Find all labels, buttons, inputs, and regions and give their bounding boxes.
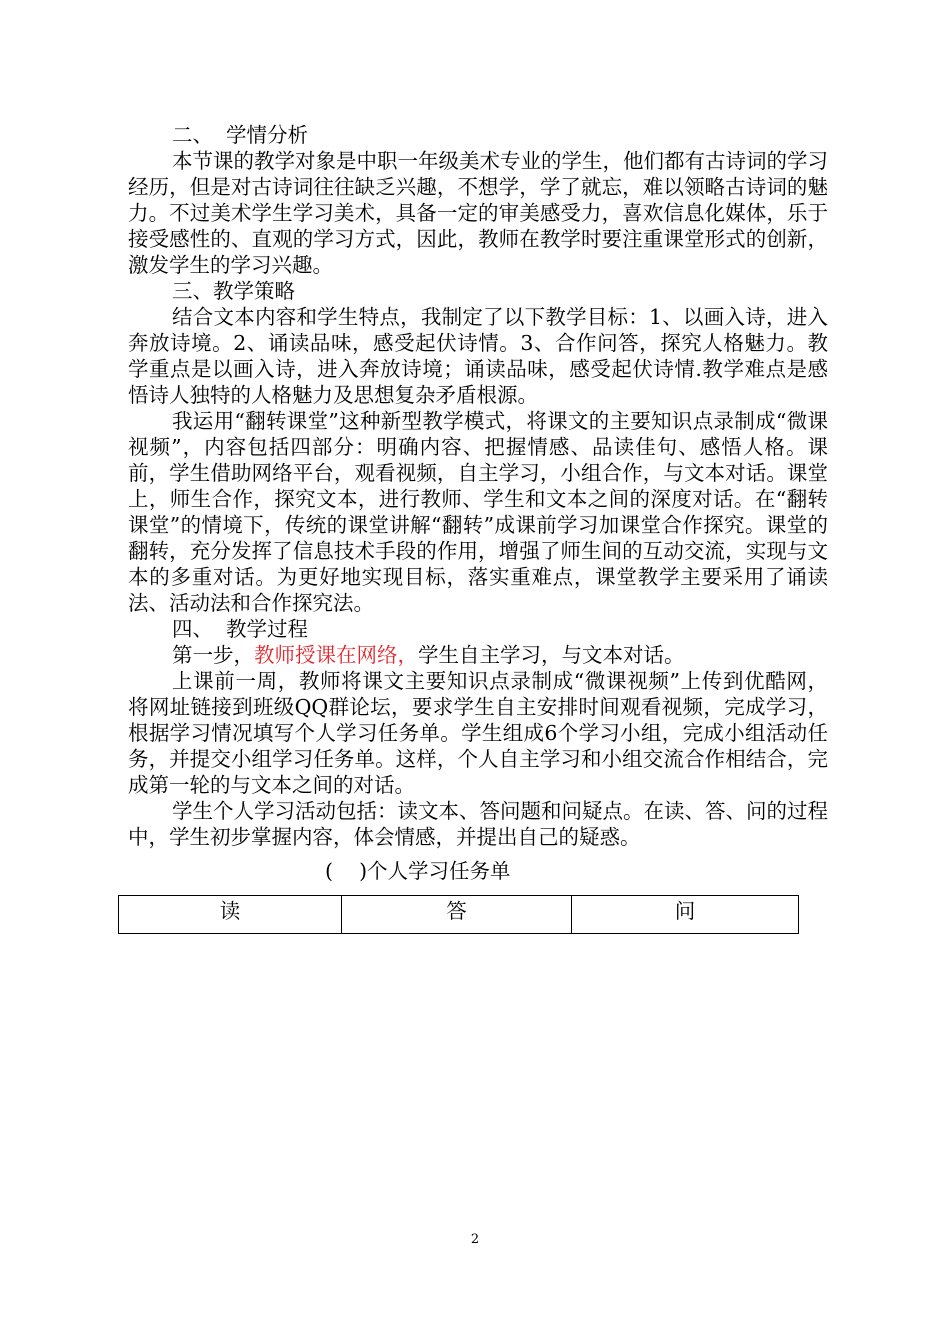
paragraph-pre-class-week: 上课前一周，教师将课文主要知识点录制成“微课视频”上传到优酷网，将网址链接到班级QQ群论坛，要求学生自主安排时间观看视频，完成学习，根据学习情况填写个人学习任务单。学生组成6个学习小组，完成小组活动任务，并提交小组学习任务单。这样，个人自主学习和小组交流合作相结合，完成第一轮的与文本之间的对话。 bbox=[128, 669, 828, 797]
table-header-ask: 问 bbox=[572, 896, 799, 934]
section-heading-teaching-strategy: 三、教学策略 bbox=[172, 279, 295, 303]
task-table-title: ( )个人学习任务单 bbox=[325, 859, 511, 883]
table-row bbox=[119, 896, 799, 934]
task-table bbox=[118, 895, 799, 934]
document-body bbox=[128, 122, 828, 850]
paragraph-step-one bbox=[128, 642, 828, 668]
paragraph-flipped-classroom: 我运用“翻转课堂”这种新型教学模式，将课文的主要知识点录制成“微课视频”，内容包括四部分：明确内容、把握情感、品读佳句、感悟人格。课前，学生借助网络平台，观看视频，自主学习，小组合作，与文本对话。课堂上，师生合作，探究文本，进行教师、学生和文本之间的深度对话。在“翻转课堂”的情境下，传统的课堂讲解“翻转”成课前学习加课堂合作探究。课堂的翻转，充分发挥了信息技术手段的作用，增强了师生间的互动交流，实现与文本的多重对话。为更好地实现目标，落实重难点，课堂教学主要采用了诵读法、活动法和合作探究法。 bbox=[128, 409, 828, 615]
section-heading-teaching-process: 四、 教学过程 bbox=[172, 617, 309, 641]
section-heading-learner-analysis: 二、 学情分析 bbox=[172, 123, 309, 147]
step-one-highlight: 教师授课在网络， bbox=[254, 643, 418, 667]
paragraph-teaching-goals: 结合文本内容和学生特点，我制定了以下教学目标：1、以画入诗，进入奔放诗境。2、诵读品味，感受起伏诗情。3、合作问答，探究人格魅力。教学重点是以画入诗，进入奔放诗境；诵读品味，感受起伏诗情.教学难点是感悟诗人独特的人格魅力及思想复杂矛盾根源。 bbox=[128, 305, 828, 407]
step-one-prefix: 第一步， bbox=[172, 643, 254, 667]
step-one-suffix: 学生自主学习，与文本对话。 bbox=[418, 643, 685, 667]
table-header-answer: 答 bbox=[342, 896, 572, 934]
paragraph-learner-analysis: 本节课的教学对象是中职一年级美术专业的学生，他们都有古诗词的学习经历，但是对古诗词往往缺乏兴趣，不想学，学了就忘，难以领略古诗词的魅力。不过美术学生学习美术，具备一定的审美感受力，喜欢信息化媒体，乐于接受感性的、直观的学习方式，因此，教师在教学时要注重课堂形式的创新，激发学生的学习兴趣。 bbox=[128, 149, 828, 277]
page-number: 2 bbox=[470, 1232, 480, 1247]
table-header-read: 读 bbox=[119, 896, 342, 934]
paragraph-individual-activities: 学生个人学习活动包括：读文本、答问题和问疑点。在读、答、问的过程中，学生初步掌握内容，体会情感，并提出自己的疑惑。 bbox=[128, 799, 828, 849]
